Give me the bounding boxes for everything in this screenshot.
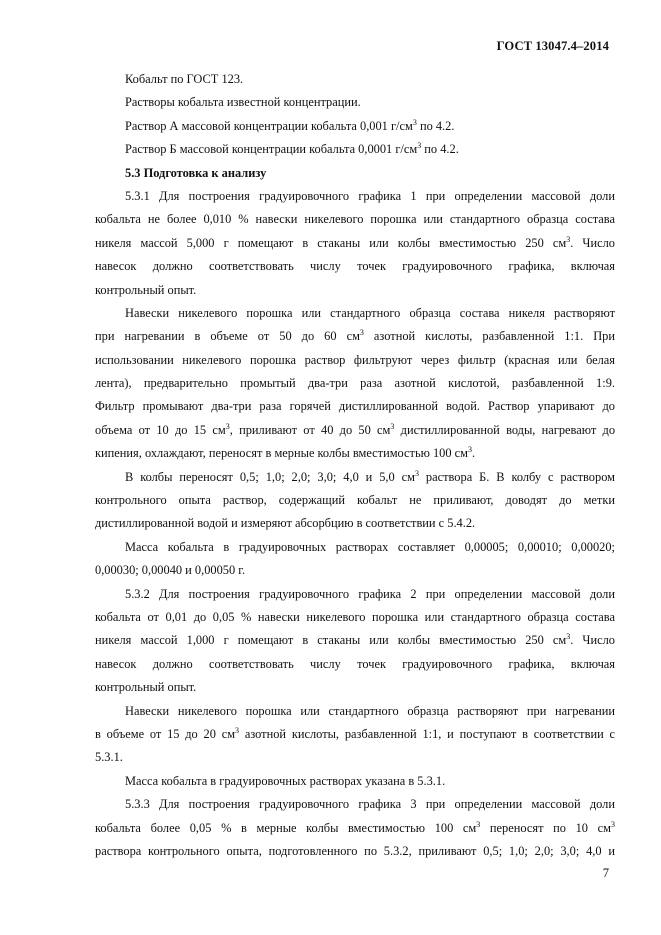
text-line: контрольный опыт. xyxy=(95,282,197,297)
text-line: 0,00030; 0,00040 и 0,00050 г. xyxy=(95,563,246,578)
superscript-three: 3 xyxy=(566,234,571,244)
text-line: Кобальт по ГОСТ 123. xyxy=(125,72,244,86)
page-number: 7 xyxy=(602,866,609,880)
text-line: Масса кобальта в градуировочных растворах указана в 5.3.1. xyxy=(125,773,446,788)
text-line: 5.3.2 Для построения градуировочного графика 2 при определении массовой доли xyxy=(125,586,615,601)
document-code-header: ГОСТ 13047.4–2014 xyxy=(496,39,609,53)
text-line: использовании никелевого порошка раствор фильтруют через фильтр (красная или белая xyxy=(95,352,615,367)
text-line: Растворы кобальта известной концентрации. xyxy=(125,95,361,110)
text-line: навесок должно соответствовать числу точек градуировочного графика, включая xyxy=(95,656,615,671)
text-line: контрольный опыт. xyxy=(95,680,197,695)
text-line: никеля массой 5,000 г помещают в стаканы или колбы вместимостью 250 $см^3$. Число xyxy=(95,234,615,250)
text-line: никеля массой 1,000 г помещают в стаканы или колбы вместимостью 250 $см^3$. Число xyxy=(95,632,615,648)
superscript-three: 3 xyxy=(390,421,395,431)
superscript-three: 3 xyxy=(235,725,240,735)
text-line: навесок должно соответствовать числу точек градуировочного графика, включая xyxy=(95,259,615,274)
text-line: 5.3.1 Для построения градуировочного графика 1 при определении массовой доли xyxy=(125,188,615,203)
superscript-three: 3 xyxy=(359,328,364,338)
text-line: при нагревании в объеме от 50 до 60 $см^3$ азотной кислоты, разбавленной 1:1. При xyxy=(95,328,615,344)
text-line: 5.3.3 Для построения градуировочного графика 3 при определении массовой доли xyxy=(125,797,615,812)
superscript-three: 3 xyxy=(417,141,422,151)
text-line: лента), предварительно промытый два-три раза азотной кислотой, разбавленной 1:9. xyxy=(95,376,615,391)
superscript-three: 3 xyxy=(566,632,571,642)
text-line: кобальта от 0,01 до 0,05 % навески никелевого порошка или стандартного образца состава xyxy=(95,609,615,624)
text-line: контрольного опыта раствор, содержащий кобальт не приливают, доводят до метки xyxy=(95,493,615,508)
superscript-three: 3 xyxy=(225,421,230,431)
text-line: в объеме от 15 до 20 $см^3$ азотной кислоты, разбавленной 1:1, и поступают в соответствии с xyxy=(95,725,615,741)
text-line: Навески никелевого порошка или стандартного образца растворяют при нагревании xyxy=(125,703,615,718)
superscript-three: 3 xyxy=(610,819,615,829)
text-line: 5.3.1. xyxy=(95,750,123,765)
text-line: Фильтр промывают два-три раза горячей дистиллированной водой. Раствор упаривают до xyxy=(95,399,615,414)
document-body xyxy=(95,68,615,863)
text-line: Раствор Б массовой концентрации кобальта 0,0001 $г/см^3$ по 4.2. xyxy=(125,141,459,157)
superscript-three: 3 xyxy=(476,819,481,829)
text-line: Масса кобальта в градуировочных растворах составляет 0,00005; 0,00010; 0,00020; xyxy=(125,539,615,554)
section-heading: 5.3 Подготовка к анализу xyxy=(125,165,267,180)
text-line: Навески никелевого порошка или стандартного образца состава никеля растворяют xyxy=(125,305,615,320)
text-line: кипения, охлаждают, переносят в мерные колбы вместимостью 100 $см^3$. xyxy=(95,445,476,461)
superscript-three: 3 xyxy=(468,445,473,455)
text-line: дистиллированной водой и измеряют абсорбцию в соответствии с 5.4.2. xyxy=(95,516,476,531)
superscript-three: 3 xyxy=(415,468,419,478)
text-line: раствора контрольного опыта, подготовленного по 5.3.2, приливают 0,5; 1,0; 2,0; 3,0; 4,0 и xyxy=(95,843,615,858)
text-line: В колбы переносят 0,5; 1,0; 2,0; 3,0; 4,0 и 5,0 $см^3$ раствора Б. В колбу с раствором xyxy=(125,468,615,484)
text-line: объема от 10 до 15 $см^3$, приливают от 40 до 50 $см^3$ дистиллированной воды, нагревают до xyxy=(95,421,615,437)
text-line: Раствор А массовой концентрации кобальта 0,001 $г/см^3$ по 4.2. xyxy=(125,117,455,133)
superscript-three: 3 xyxy=(412,117,417,127)
text-line: кобальта не более 0,010 % навески никелевого порошка или стандартного образца состава xyxy=(95,212,615,227)
text-line: кобальта более 0,05 % в мерные колбы вместимостью 100 $см^3$ переносят по 10 $см^3$ xyxy=(95,819,615,835)
